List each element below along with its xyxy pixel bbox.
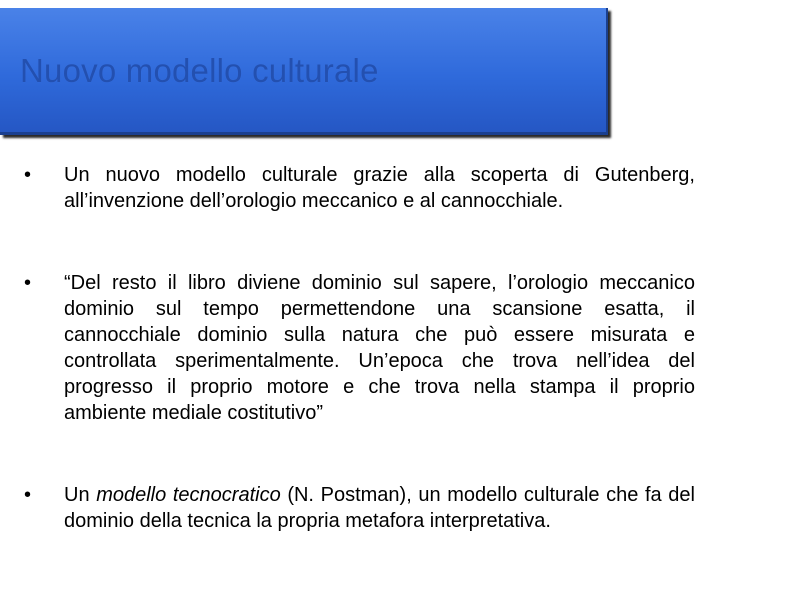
- slide-title: Nuovo modello culturale: [20, 52, 379, 89]
- bullet-text-3: [64, 482, 695, 534]
- bullet-text-3-suffix: (N. Postman), un modello culturale che fa del dominio della tecnica la propria metafora interpretativa.: [64, 484, 695, 532]
- bullet-marker: •: [24, 272, 32, 294]
- bullet-text-3-prefix: Un: [64, 484, 97, 506]
- bullet-text-2: “Del resto il libro diviene dominio sul sapere, l’orologio meccanico dominio sul tempo permettendone una scansione esatta, il cannocchiale dominio sulla natura che può essere misurata e controllata sperimentalmente. Un’epoca che trova nell’idea del progresso il proprio motore e che trova nella stampa il proprio ambiente mediale costitutivo”: [64, 272, 695, 424]
- bullet-text-3-italic: modello tecnocratico: [96, 484, 281, 506]
- title-banner: [0, 8, 608, 135]
- bullet-marker: •: [24, 164, 32, 186]
- bullet-marker: •: [24, 484, 32, 506]
- bullet-text-1: Un nuovo modello culturale grazie alla scoperta di Gutenberg, all’invenzione dell’orologio meccanico e al cannocchiale.: [64, 164, 695, 212]
